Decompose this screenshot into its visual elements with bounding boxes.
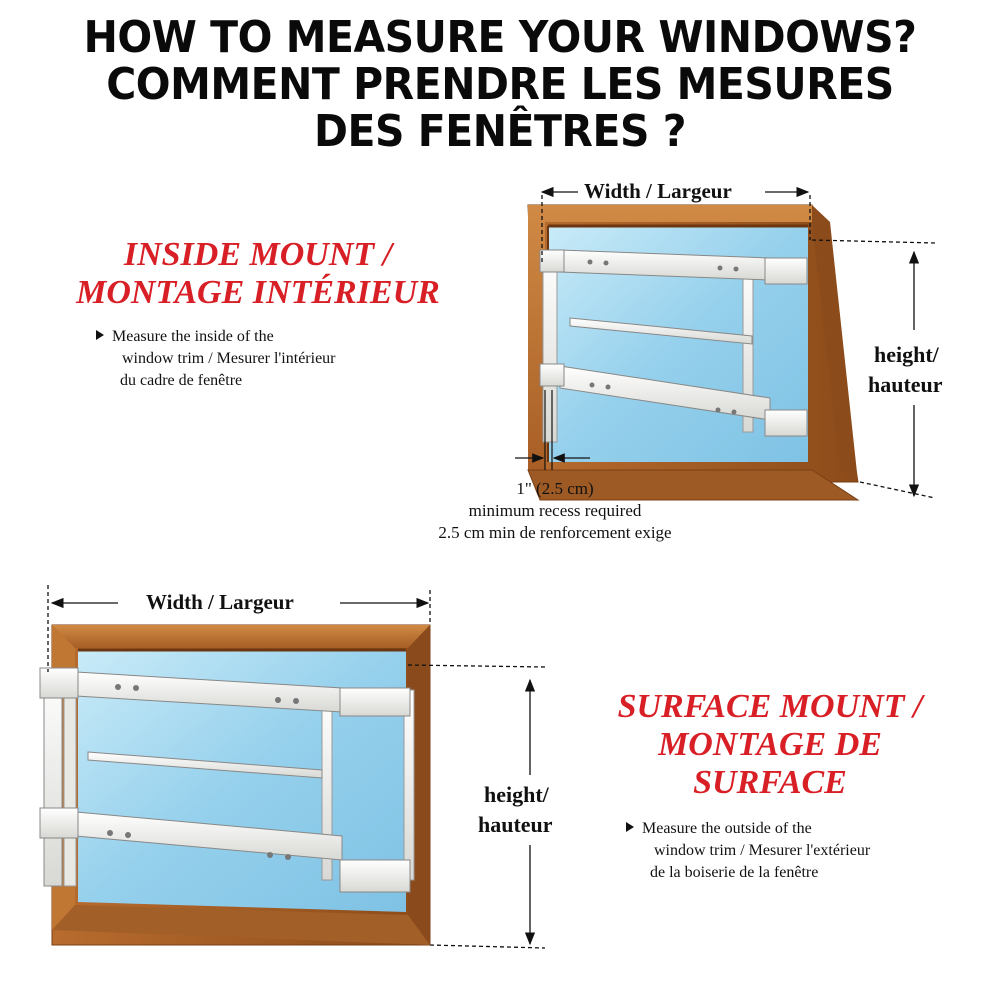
title-line-1: HOW TO MEASURE YOUR WINDOWS? [83, 12, 917, 63]
inside-mount-window [528, 205, 858, 500]
inside-mount-instructions [96, 326, 336, 392]
inside-width-label: Width / Largeur [584, 179, 732, 203]
surface-mount-title [590, 688, 950, 802]
recess-note [375, 478, 735, 544]
surface-mount-title-line-1: SURFACE MOUNT / [617, 688, 923, 725]
inside-height-label-line-1: height/ [874, 342, 939, 367]
surface-height-label [478, 780, 553, 840]
bullet-triangle-icon [626, 822, 634, 832]
inside-instruction-line-3: du cadre de fenêtre [120, 372, 243, 389]
inside-instruction-line-1: Measure the inside of the [112, 328, 274, 345]
surface-mount-window [40, 625, 430, 945]
surface-mount-title-line-3: SURFACE [693, 764, 847, 801]
inside-instruction-line-2: window trim / Mesurer l'intérieur [122, 350, 336, 367]
surface-instruction-line-3: de la boiserie de la fenêtre [650, 864, 819, 881]
recess-line-2: minimum recess required [468, 501, 642, 520]
inside-height-label [868, 340, 943, 400]
inside-mount-title [58, 236, 458, 312]
surface-width-label: Width / Largeur [146, 590, 294, 614]
recess-line-3: 2.5 cm min de renforcement exige [438, 523, 672, 542]
surface-instruction-line-2: window trim / Mesurer l'extérieur [654, 842, 871, 859]
title-line-3: DES FENÊTRES ? [313, 106, 687, 157]
surface-height-label-line-1: height/ [484, 782, 549, 807]
inside-height-label-line-2: hauteur [868, 372, 943, 397]
surface-mount-title-line-2: MONTAGE DE [658, 726, 882, 763]
recess-line-1: 1" (2.5 cm) [516, 479, 594, 498]
inside-mount-title-line-1: INSIDE MOUNT / [123, 236, 393, 273]
surface-mount-instructions [626, 818, 870, 884]
inside-mount-title-line-2: MONTAGE INTÉRIEUR [76, 274, 440, 311]
title-line-2: COMMENT PRENDRE LES MESURES [106, 59, 894, 110]
bullet-triangle-icon [96, 330, 104, 340]
surface-height-label-line-2: hauteur [478, 812, 553, 837]
surface-instruction-line-1: Measure the outside of the [642, 820, 812, 837]
